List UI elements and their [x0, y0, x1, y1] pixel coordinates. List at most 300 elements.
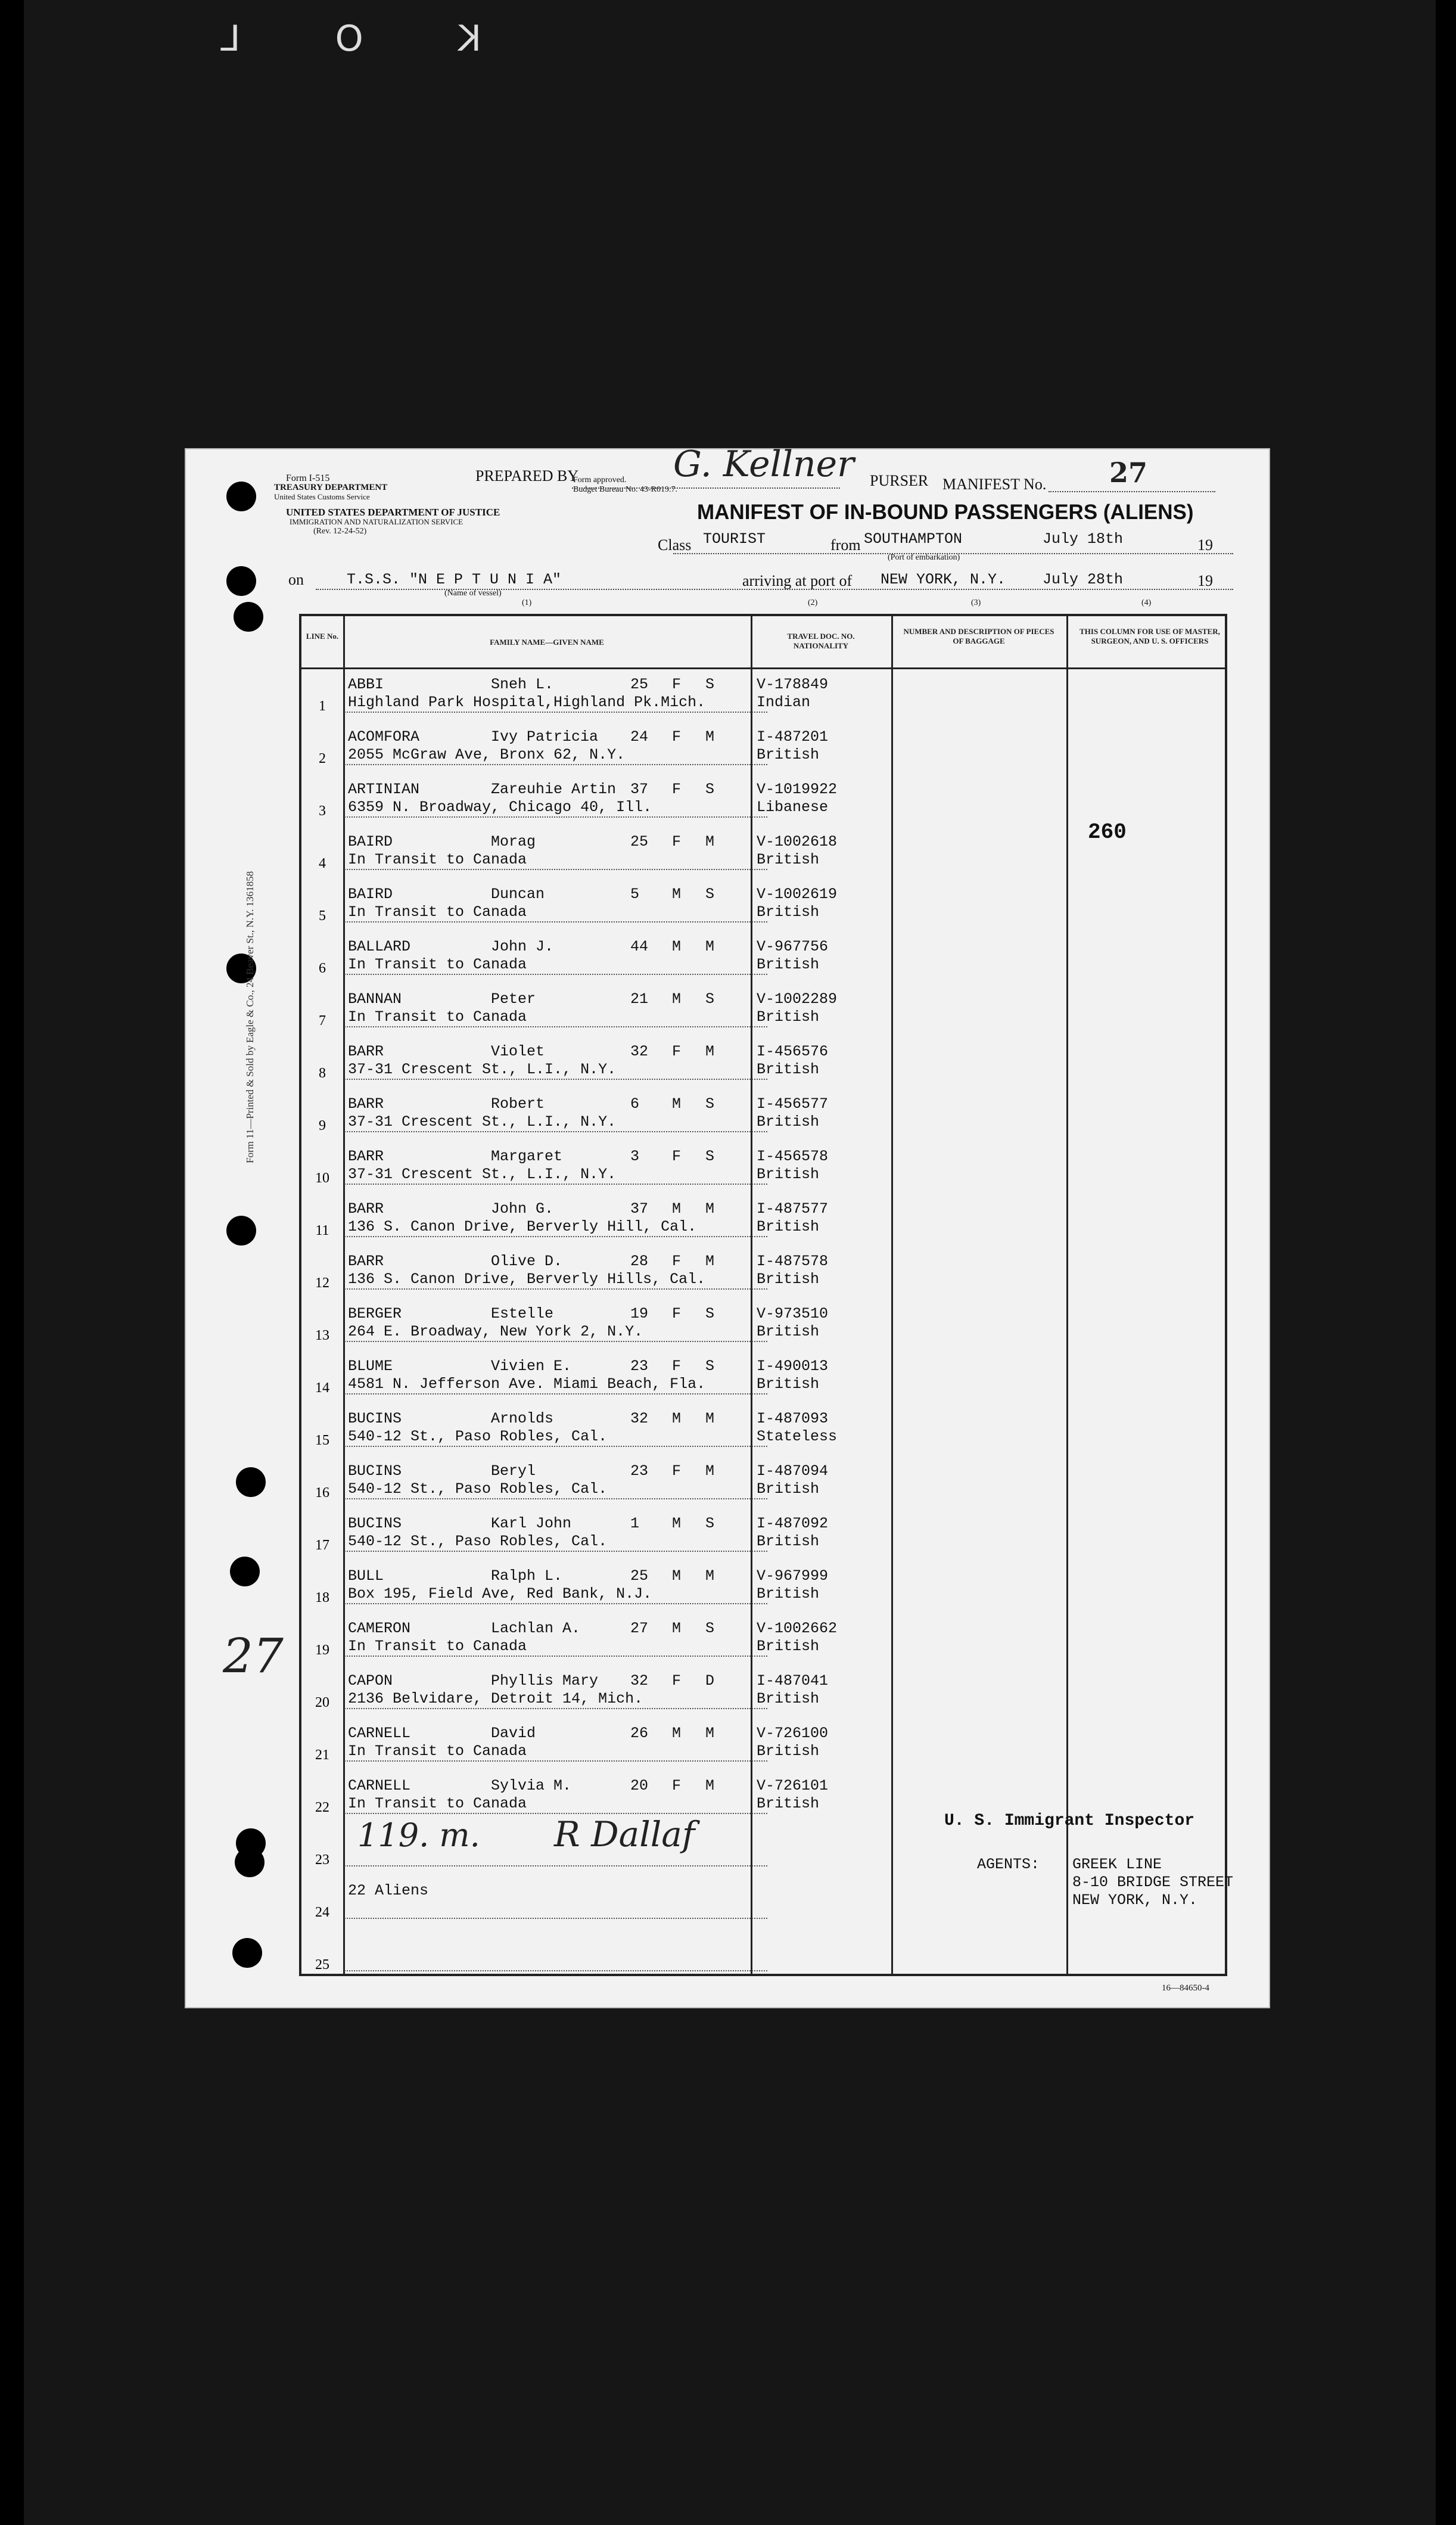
sex: M: [672, 1200, 682, 1218]
given-name: David: [491, 1725, 536, 1742]
marital-status: M: [705, 1200, 715, 1218]
line-number: 9: [319, 1118, 326, 1133]
nationality: British: [757, 1323, 820, 1340]
row-rule: [344, 1760, 767, 1762]
family-name: BARR: [348, 1200, 384, 1218]
row-rule: [344, 1708, 767, 1709]
table-row: [301, 877, 1225, 930]
agents-label: AGENTS:: [977, 1856, 1040, 1873]
table-row: [301, 1139, 1225, 1192]
age: 27: [630, 1620, 649, 1637]
sex: M: [672, 1725, 682, 1742]
given-name: Sneh L.: [491, 676, 554, 693]
line-number: 12: [315, 1275, 329, 1291]
address: 2136 Belvidare, Detroit 14, Mich.: [348, 1690, 643, 1707]
vessel-caption: (Name of vessel): [444, 589, 502, 598]
given-name: John J.: [491, 938, 554, 955]
age: 26: [630, 1725, 649, 1742]
table-row: [301, 1507, 1225, 1559]
marital-status: M: [705, 1253, 715, 1270]
given-name: Vivien E.: [491, 1358, 572, 1375]
nationality: British: [757, 1638, 820, 1655]
table-row: [301, 772, 1225, 825]
age: 23: [630, 1462, 649, 1480]
nationality: Libanese: [757, 799, 829, 816]
line-number: 10: [315, 1170, 329, 1186]
nationality: Stateless: [757, 1428, 838, 1445]
table-row: [301, 1192, 1225, 1244]
sex: F: [672, 676, 682, 693]
travel-doc-no: I-456576: [757, 1043, 829, 1060]
embark-date: July 18th: [1043, 530, 1124, 548]
family-name: BLUME: [348, 1358, 393, 1375]
sex: F: [672, 1672, 682, 1689]
marital-status: S: [705, 676, 715, 693]
line-number: 23: [315, 1852, 329, 1868]
table-row: [301, 982, 1225, 1035]
row-rule: [344, 1236, 767, 1237]
family-name: BUCINS: [348, 1462, 402, 1480]
family-name: CARNELL: [348, 1725, 411, 1742]
nationality: British: [757, 1218, 820, 1235]
class-line: [673, 553, 1233, 554]
family-name: BARR: [348, 1095, 384, 1113]
address: 136 S. Canon Drive, Berverly Hill, Cal.: [348, 1218, 697, 1235]
line-number: 20: [315, 1695, 329, 1710]
row-rule: [344, 764, 767, 765]
nationality: British: [757, 1375, 820, 1393]
line-number: 14: [315, 1380, 329, 1396]
marital-status: S: [705, 990, 715, 1008]
address: In Transit to Canada: [348, 851, 527, 868]
table-row: [301, 1664, 1225, 1716]
marital-status: M: [705, 938, 715, 955]
age: 37: [630, 1200, 649, 1218]
marital-status: D: [705, 1672, 715, 1689]
col-mark-3: (3): [971, 598, 981, 607]
given-name: Ralph L.: [491, 1567, 563, 1585]
table-row: [301, 825, 1225, 877]
justice-label: UNITED STATES DEPARTMENT OF JUSTICE: [286, 507, 500, 518]
travel-doc-no: V-1019922: [757, 781, 838, 798]
nationality: British: [757, 851, 820, 868]
marital-status: S: [705, 781, 715, 798]
given-name: Margaret: [491, 1148, 563, 1165]
row-rule: [344, 1970, 767, 1971]
manifest-table: [299, 614, 1227, 1976]
row-rule: [344, 1656, 767, 1657]
given-name: Karl John: [491, 1515, 572, 1532]
manifest-no-label: MANIFEST No.: [942, 476, 1047, 493]
on-label: on: [288, 571, 304, 588]
given-name: Morag: [491, 833, 536, 850]
class-value: TOURIST: [703, 530, 766, 548]
family-name: 22 Aliens: [348, 1882, 429, 1899]
travel-doc-no: I-487092: [757, 1515, 829, 1532]
given-name: Violet: [491, 1043, 545, 1060]
sex: M: [672, 990, 682, 1008]
age: 37: [630, 781, 649, 798]
given-name: Beryl: [491, 1462, 536, 1480]
travel-doc-no: I-456578: [757, 1148, 829, 1165]
sex: M: [672, 1567, 682, 1585]
line-number: 25: [315, 1957, 329, 1973]
nationality: British: [757, 1743, 820, 1760]
travel-doc-no: I-490013: [757, 1358, 829, 1375]
age: 1: [630, 1515, 640, 1532]
prepared-by-label: PREPARED BY: [475, 467, 579, 484]
sex: F: [672, 781, 682, 798]
family-name: CAMERON: [348, 1620, 411, 1637]
table-row: [301, 1402, 1225, 1454]
address: 37-31 Crescent St., L.I., N.Y.: [348, 1113, 617, 1130]
form-number: Form I-515: [286, 473, 330, 483]
row-rule: [344, 974, 767, 975]
travel-doc-no: I-487201: [757, 728, 829, 746]
purser-label: PURSER: [870, 472, 929, 489]
family-name: BAIRD: [348, 886, 393, 903]
officer-number: 260: [1088, 820, 1127, 844]
age: 25: [630, 1567, 649, 1585]
given-name: Lachlan A.: [491, 1620, 581, 1637]
age: 20: [630, 1777, 649, 1794]
binder-hole: [226, 1216, 256, 1246]
manifest-title: MANIFEST OF IN-BOUND PASSENGERS (ALIENS): [697, 501, 1194, 524]
travel-doc-no: V-1002662: [757, 1620, 838, 1637]
age: 44: [630, 938, 649, 955]
family-name: BUCINS: [348, 1410, 402, 1427]
table-row: [301, 1611, 1225, 1664]
given-name: Robert: [491, 1095, 545, 1113]
arriving-label: arriving at port of: [742, 572, 853, 589]
sex: F: [672, 1043, 682, 1060]
travel-doc-no: I-487094: [757, 1462, 829, 1480]
row-rule: [344, 1865, 767, 1866]
travel-doc-no: I-487093: [757, 1410, 829, 1427]
age: 32: [630, 1410, 649, 1427]
row-rule: [344, 1131, 767, 1132]
row-rule: [344, 1026, 767, 1027]
sex: F: [672, 1358, 682, 1375]
agents-line-2: 8-10 BRIDGE STREET: [1072, 1874, 1234, 1891]
row-rule: [344, 1446, 767, 1447]
given-name: Estelle: [491, 1305, 554, 1322]
address: In Transit to Canada: [348, 1638, 527, 1655]
row-rule: [344, 1551, 767, 1552]
row-rule: [344, 1184, 767, 1185]
binder-hole: [230, 1557, 260, 1586]
marital-status: M: [705, 728, 715, 746]
line-number: 3: [319, 803, 326, 819]
family-name: BUCINS: [348, 1515, 402, 1532]
col-mark-4: (4): [1141, 598, 1152, 607]
line-number: 5: [319, 908, 326, 924]
arrival-date: July 28th: [1043, 571, 1124, 588]
marital-status: S: [705, 1095, 715, 1113]
family-name: BERGER: [348, 1305, 402, 1322]
corner-marks: K O L: [179, 18, 482, 60]
address: Highland Park Hospital,Highland Pk.Mich.: [348, 694, 706, 711]
table-row: [301, 720, 1225, 772]
col-header-name: FAMILY NAME—GIVEN NAME: [490, 638, 604, 647]
sex: F: [672, 1148, 682, 1165]
address: 540-12 St., Paso Robles, Cal.: [348, 1533, 608, 1550]
age: 28: [630, 1253, 649, 1270]
family-name: CAPON: [348, 1672, 393, 1689]
travel-doc-no: V-967756: [757, 938, 829, 955]
table-row: [301, 1035, 1225, 1087]
form-approved: Form approved.: [573, 476, 627, 484]
age: 25: [630, 833, 649, 850]
address: In Transit to Canada: [348, 1795, 527, 1812]
address: In Transit to Canada: [348, 903, 527, 921]
table-row: [301, 1349, 1225, 1402]
row-rule: [344, 712, 767, 713]
address: 540-12 St., Paso Robles, Cal.: [348, 1428, 608, 1445]
given-name: Olive D.: [491, 1253, 563, 1270]
age: 3: [630, 1148, 640, 1165]
from-value: SOUTHAMPTON: [864, 530, 963, 548]
arrival-port: NEW YORK, N.Y.: [881, 571, 1006, 588]
marital-status: S: [705, 886, 715, 903]
family-name: BAIRD: [348, 833, 393, 850]
nationality: British: [757, 1795, 820, 1812]
family-name: BANNAN: [348, 990, 402, 1008]
row-rule: [344, 1288, 767, 1290]
line-number: 22: [315, 1800, 329, 1815]
line-number: 2: [319, 751, 326, 766]
age: 6: [630, 1095, 640, 1113]
line-number: 17: [315, 1538, 329, 1553]
given-name: Sylvia M.: [491, 1777, 572, 1794]
agents-line-3: NEW YORK, N.Y.: [1072, 1892, 1198, 1909]
travel-doc-no: I-487578: [757, 1253, 829, 1270]
col-header-baggage: NUMBER AND DESCRIPTION OF PIECES OF BAGGAGE: [903, 627, 1054, 646]
sex: F: [672, 1253, 682, 1270]
table-row: [301, 1926, 1225, 1979]
vessel-name: T.S.S. "N E P T U N I A": [347, 571, 562, 588]
family-name: CARNELL: [348, 1777, 411, 1794]
nationality: British: [757, 1166, 820, 1183]
footer-code: 16—84650-4: [1162, 1983, 1209, 1993]
row-rule: [344, 1498, 767, 1499]
address: 264 E. Broadway, New York 2, N.Y.: [348, 1323, 643, 1340]
family-name: ARTINIAN: [348, 781, 420, 798]
table-row: [301, 1297, 1225, 1349]
given-name: Arnolds: [491, 1410, 554, 1427]
family-name: BARR: [348, 1148, 384, 1165]
family-name: BALLARD: [348, 938, 411, 955]
sex: M: [672, 1620, 682, 1637]
line-number: 11: [315, 1223, 329, 1238]
address: 37-31 Crescent St., L.I., N.Y.: [348, 1061, 617, 1078]
given-name: Zareuhie Artin: [491, 781, 617, 798]
address: In Transit to Canada: [348, 1743, 527, 1760]
age: 24: [630, 728, 649, 746]
row-rule: [344, 1393, 767, 1395]
family-name: BARR: [348, 1253, 384, 1270]
manifest-sheet: [185, 443, 1270, 2008]
handwritten-119: 119. m.: [357, 1816, 480, 1854]
travel-doc-no: V-1002619: [757, 886, 838, 903]
sex: M: [672, 1515, 682, 1532]
age: 32: [630, 1043, 649, 1060]
age: 32: [630, 1672, 649, 1689]
family-name: BULL: [348, 1567, 384, 1585]
col-mark-1: (1): [522, 598, 532, 607]
row-rule: [344, 816, 767, 818]
marital-status: M: [705, 1567, 715, 1585]
given-name: Peter: [491, 990, 536, 1008]
sex: M: [672, 1095, 682, 1113]
address: 37-31 Crescent St., L.I., N.Y.: [348, 1166, 617, 1183]
nationality: British: [757, 1480, 820, 1498]
age: 5: [630, 886, 640, 903]
nationality: British: [757, 1585, 820, 1602]
line-number: 7: [319, 1013, 326, 1029]
row-rule: [344, 1341, 767, 1342]
sex: F: [672, 1462, 682, 1480]
inspector-title: U. S. Immigrant Inspector: [944, 1812, 1195, 1830]
marital-status: M: [705, 1725, 715, 1742]
travel-doc-no: V-973510: [757, 1305, 829, 1322]
travel-doc-no: V-726100: [757, 1725, 829, 1742]
age: 21: [630, 990, 649, 1008]
travel-doc-no: V-967999: [757, 1567, 829, 1585]
nationality: British: [757, 1113, 820, 1130]
table-row: [301, 1087, 1225, 1139]
ins-label: IMMIGRATION AND NATURALIZATION SERVICE: [290, 517, 463, 526]
line-number: 6: [319, 961, 326, 976]
table-row: [301, 667, 1225, 720]
marital-status: S: [705, 1148, 715, 1165]
nationality: British: [757, 956, 820, 973]
nationality: British: [757, 1690, 820, 1707]
line-number: 15: [315, 1433, 329, 1448]
given-name: John G.: [491, 1200, 554, 1218]
margin-handwritten-27: 27: [223, 1628, 284, 1684]
marital-status: S: [705, 1358, 715, 1375]
family-name: BARR: [348, 1043, 384, 1060]
sex: M: [672, 938, 682, 955]
vessel-line: [316, 589, 1233, 590]
family-name: ABBI: [348, 676, 384, 693]
binder-hole: [226, 566, 256, 596]
given-name: Duncan: [491, 886, 545, 903]
nationality: British: [757, 903, 820, 921]
marital-status: S: [705, 1305, 715, 1322]
row-rule: [344, 869, 767, 870]
nationality: Indian: [757, 694, 811, 711]
table-row: [301, 1244, 1225, 1297]
address: 540-12 St., Paso Robles, Cal.: [348, 1480, 608, 1498]
line-number: 1: [319, 698, 326, 714]
marital-status: M: [705, 1777, 715, 1794]
table-row: [301, 1559, 1225, 1611]
travel-doc-no: V-1002289: [757, 990, 838, 1008]
row-rule: [344, 1079, 767, 1080]
binder-hole: [236, 1467, 266, 1497]
sex: M: [672, 1410, 682, 1427]
marital-status: M: [705, 1462, 715, 1480]
budget-bureau: Budget Bureau No. 43-R019.7.: [573, 485, 677, 494]
col-header-officers: THIS COLUMN FOR USE OF MASTER, SURGEON, AND U. S. OFFICERS: [1079, 627, 1220, 646]
binder-hole: [234, 602, 263, 632]
address: 6359 N. Broadway, Chicago 40, Ill.: [348, 799, 652, 816]
line-number: 16: [315, 1485, 329, 1501]
row-rule: [344, 921, 767, 923]
row-rule: [344, 1918, 767, 1919]
sex: F: [672, 1305, 682, 1322]
sex: F: [672, 1777, 682, 1794]
address: 136 S. Canon Drive, Berverly Hills, Cal.: [348, 1271, 706, 1288]
marital-status: S: [705, 1620, 715, 1637]
given-name: Phyllis Mary: [491, 1672, 599, 1689]
year-suffix-1: 19: [1197, 536, 1213, 554]
marital-status: M: [705, 1043, 715, 1060]
line-number: 4: [319, 856, 326, 871]
marital-status: M: [705, 1410, 715, 1427]
row-rule: [344, 1603, 767, 1604]
travel-doc-no: V-726101: [757, 1777, 829, 1794]
age: 23: [630, 1358, 649, 1375]
nationality: British: [757, 1271, 820, 1288]
prepared-by-line: [572, 487, 840, 489]
line-number: 21: [315, 1747, 329, 1763]
family-name: ACOMFORA: [348, 728, 420, 746]
class-label: Class: [658, 536, 692, 554]
treasury-label: TREASURY DEPARTMENT: [274, 483, 388, 492]
manifest-no-line: [1049, 491, 1215, 492]
marital-status: M: [705, 833, 715, 850]
prepared-by-signature: G. Kellner: [673, 443, 854, 485]
embark-caption: (Port of embarkation): [888, 553, 960, 562]
address: Box 195, Field Ave, Red Bank, N.J.: [348, 1585, 652, 1602]
address: In Transit to Canada: [348, 956, 527, 973]
age: 25: [630, 676, 649, 693]
age: 19: [630, 1305, 649, 1322]
given-name: Ivy Patricia: [491, 728, 599, 746]
inspector-signature: R Dallaf: [554, 1814, 695, 1855]
line-number: 19: [315, 1642, 329, 1658]
nationality: British: [757, 746, 820, 763]
binder-hole: [226, 482, 256, 511]
sex: M: [672, 886, 682, 903]
col-mark-2: (2): [808, 598, 818, 607]
address: In Transit to Canada: [348, 1008, 527, 1026]
year-suffix-2: 19: [1197, 572, 1213, 589]
line-number: 24: [315, 1905, 329, 1920]
nationality: British: [757, 1533, 820, 1550]
line-number: 18: [315, 1590, 329, 1605]
address: 2055 McGraw Ave, Bronx 62, N.Y.: [348, 746, 626, 763]
customs-label: United States Customs Service: [274, 492, 370, 501]
travel-doc-no: I-456577: [757, 1095, 829, 1113]
table-row: [301, 1454, 1225, 1507]
binder-hole: [232, 1938, 262, 1968]
col-header-line-no: LINE No.: [306, 632, 339, 641]
agents-line-1: GREEK LINE: [1072, 1856, 1162, 1873]
sex: F: [672, 728, 682, 746]
manifest-number: 27: [1109, 456, 1148, 489]
address: 4581 N. Jefferson Ave. Miami Beach, Fla.: [348, 1375, 706, 1393]
line-number: 8: [319, 1066, 326, 1081]
marital-status: S: [705, 1515, 715, 1532]
sex: F: [672, 833, 682, 850]
side-printer-note: Form 11—Printed & Sold by Eagle & Co., 24 Beaver St., N.Y. 1361858: [244, 871, 256, 1163]
nationality: British: [757, 1008, 820, 1026]
travel-doc-no: I-487041: [757, 1672, 829, 1689]
